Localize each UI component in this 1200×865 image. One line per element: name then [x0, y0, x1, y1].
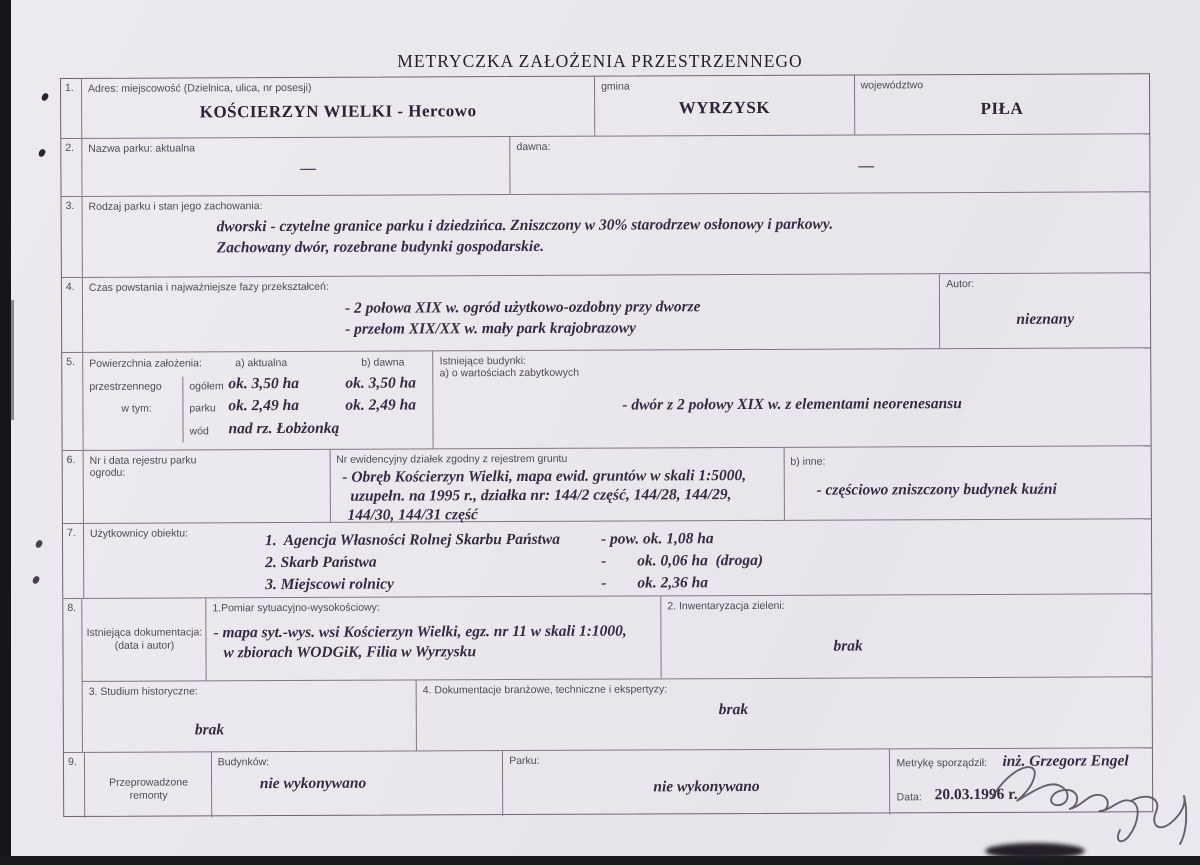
renovations-buildings-label: Budynków:	[217, 756, 270, 769]
address-label: Adres: miejscowość (Dzielnica, ulica, nr posesji)	[87, 81, 312, 95]
prepared-by-field	[890, 748, 1152, 814]
plot-number-field	[330, 448, 784, 522]
survey-field	[206, 596, 661, 680]
documentation-subrow-top	[82, 594, 1151, 682]
users-list	[265, 528, 763, 596]
origin-line1: - 2 połowa XIX w. ogród użytkowo-ozdobny przy dworze	[344, 298, 701, 317]
origin-phases-field	[83, 274, 941, 352]
renovations-park-field	[503, 749, 891, 816]
gmina-field	[595, 76, 855, 136]
prepared-by-value: inż. Grzegorz Engel	[1002, 752, 1129, 770]
branch-docs-value: brak	[718, 701, 749, 719]
register-label-line1: Nr i data rejestru parku	[89, 454, 197, 467]
area-col-b-label: b) dawna	[361, 356, 405, 369]
user-area: - ok. 0,06 ha (droga)	[601, 551, 764, 570]
row-users	[63, 519, 1151, 599]
documentation-label-line1: Istniejąca dokumentacja:	[86, 626, 203, 639]
branch-docs-label: 4. Dokumentacje branżowe, techniczne i ekspertyzy:	[422, 683, 668, 697]
area-sub-total: ogółem	[189, 380, 224, 393]
author-field	[940, 273, 1150, 348]
park-name-current-label: Nazwa parku: aktualna	[88, 142, 196, 155]
area-col-a-label: a) aktualna	[235, 357, 288, 370]
user-area: - pow. ok. 1,08 ha	[600, 530, 714, 548]
user-name: 3. Miejscowi rolnicy	[265, 575, 394, 594]
documentation-label-line2: (data i autor)	[114, 639, 175, 652]
voivodeship-label: województwo	[860, 79, 924, 92]
scan-artifact	[985, 843, 1085, 859]
area-word1: przestrzennego	[89, 380, 162, 393]
other-value: - częściowo zniszczony budynek kuźni	[816, 480, 1057, 499]
park-name-current-value: —	[300, 159, 316, 177]
plot-line2: uzupełn. na 1995 r., działka nr: 144/2 część, 144/28, 144/29,	[350, 486, 732, 505]
row-area	[62, 348, 1150, 451]
row-number: 9.	[64, 753, 85, 818]
origin-line2: - przełom XIX/XX w. mały park krajobrazowy	[345, 319, 637, 338]
row-number: 8.	[63, 599, 83, 752]
row-number: 5.	[62, 353, 83, 450]
row-park-type	[62, 192, 1150, 278]
punch-mark	[32, 575, 41, 585]
branch-docs-field	[417, 678, 1152, 751]
page-title: METRYCZKA ZAŁOŻENIA PRZESTRZENNEGO	[397, 51, 803, 71]
buildings-value: - dwór z 2 połowy XIX w. z elementami neorenesansu	[622, 395, 962, 414]
gmina-label: gmina	[601, 80, 630, 93]
documentation-subrow-bottom	[83, 678, 1152, 752]
park-name-former-value: —	[858, 157, 875, 175]
other-buildings-field	[784, 446, 1151, 520]
row-register	[63, 446, 1151, 524]
study-label: 3. Studium historyczne:	[88, 685, 198, 699]
user-area: - ok. 2,36 ha	[601, 574, 709, 592]
voivodeship-value: PIŁA	[980, 98, 1024, 118]
row-address	[61, 74, 1149, 139]
users-field	[84, 519, 1151, 598]
greenery-value: brak	[833, 637, 863, 655]
form-table	[60, 73, 1153, 817]
area-sub-park: parku	[189, 402, 216, 415]
date-label: Data:	[896, 791, 922, 804]
area-total-b: ok. 3,50 ha	[345, 374, 416, 392]
documentation-label-field	[82, 598, 206, 681]
area-park-a: ok. 2,49 ha	[228, 396, 300, 415]
address-field	[82, 77, 595, 138]
area-water-value: nad rz. Łobżonką	[228, 419, 340, 438]
row-number: 3.	[62, 197, 83, 277]
date-value: 20.03.1996 r.	[934, 785, 1018, 804]
area-word2: w tym:	[121, 402, 152, 415]
area-sub-water: wód	[189, 425, 209, 438]
renovations-buildings-field	[212, 751, 504, 817]
area-divider	[182, 376, 183, 442]
punch-mark	[35, 539, 44, 549]
plot-line3: 144/30, 144/31 część	[347, 506, 478, 524]
row-number: 2.	[61, 139, 82, 196]
prepared-by-label: Metrykę sporządził:	[896, 756, 987, 770]
row-documentation	[63, 594, 1152, 753]
area-total-a: ok. 3,50 ha	[228, 374, 299, 393]
greenery-label: 2. Inwentaryzacja zieleni:	[667, 599, 785, 613]
study-field	[83, 681, 417, 752]
register-field	[84, 450, 331, 523]
row-number: 1.	[61, 79, 82, 138]
row-park-name	[61, 134, 1149, 197]
row-origin-phases	[62, 273, 1150, 353]
survey-line2: w zbiorach WODGiK, Filia w Wyrzysku	[223, 643, 477, 662]
author-label: Autor:	[946, 278, 975, 291]
renovations-buildings-value: nie wykonywano	[259, 774, 367, 793]
other-label: b) inne:	[790, 455, 826, 468]
plot-line1: - Obręb Kościerzyn Wielki, mapa ewid. gruntów w skali 1:5000,	[342, 467, 747, 486]
greenery-field	[661, 594, 1151, 679]
origin-phases-label: Czas powstania i najważniejsze fazy przekształceń:	[88, 280, 329, 294]
park-type-label: Rodzaj parku i stan jego zachowania:	[88, 200, 263, 213]
punch-mark	[41, 92, 50, 102]
buildings-label: Istniejące budynki:	[439, 354, 526, 368]
author-value: nieznany	[1016, 310, 1075, 328]
address-value: KOŚCIERZYN WIELKI - Hercowo	[199, 101, 477, 122]
survey-label: 1.Pomiar sytuacyjno-wysokościowy:	[212, 601, 380, 615]
park-type-line2: Zachowany dwór, rozebrane budynki gospodarskie.	[216, 237, 545, 257]
list-item	[265, 572, 763, 596]
row-renovations	[64, 748, 1152, 818]
punch-mark	[38, 148, 47, 158]
list-item	[265, 528, 763, 552]
renovations-park-value: nie wykonywano	[653, 777, 760, 796]
area-label: Powierzchnia założenia:	[89, 357, 202, 370]
park-name-former-field	[510, 134, 1149, 194]
renovations-label-line2: remonty	[129, 789, 168, 802]
users-label: Użytkownicy obiektu:	[89, 527, 189, 540]
study-value: brak	[194, 721, 225, 739]
park-type-line1: dworski - czytelne granice parku i dziedzińca. Zniszczony w 30% starodrzew osłonowy i parkowy.	[216, 215, 834, 236]
park-type-field	[82, 192, 1149, 277]
renovations-label-field	[85, 752, 212, 818]
list-item	[265, 550, 763, 574]
row-number: 4.	[62, 278, 83, 352]
renovations-park-label: Parku:	[509, 754, 540, 768]
documentation-area	[82, 594, 1152, 752]
park-name-former-label: dawna:	[516, 140, 551, 154]
plot-label: Nr ewidencyjny działek zgodny z rejestrem gruntu	[336, 452, 568, 466]
voivodeship-field	[855, 74, 1150, 134]
row-number: 6.	[63, 451, 84, 523]
existing-buildings-field	[434, 348, 1151, 448]
gmina-value: WYRZYSK	[678, 97, 771, 118]
row-number: 7.	[63, 524, 84, 598]
area-table	[83, 351, 434, 450]
scan-edge-left	[0, 0, 11, 865]
user-name: 1. Agencja Własności Rolnej Skarbu Państwa	[264, 530, 561, 550]
user-name: 2. Skarb Państwa	[265, 553, 377, 572]
survey-line1: - mapa syt.-wys. wsi Kościerzyn Wielki, egz. nr 11 w skali 1:1000,	[213, 622, 627, 642]
buildings-sublabel: a) o wartościach zabytkowych	[439, 366, 580, 380]
area-park-b: ok. 2,49 ha	[345, 396, 417, 414]
register-label-line2: ogrodu:	[89, 466, 126, 479]
park-name-current-field	[82, 137, 510, 196]
renovations-label-line1: Przeprowadzone	[109, 776, 188, 789]
